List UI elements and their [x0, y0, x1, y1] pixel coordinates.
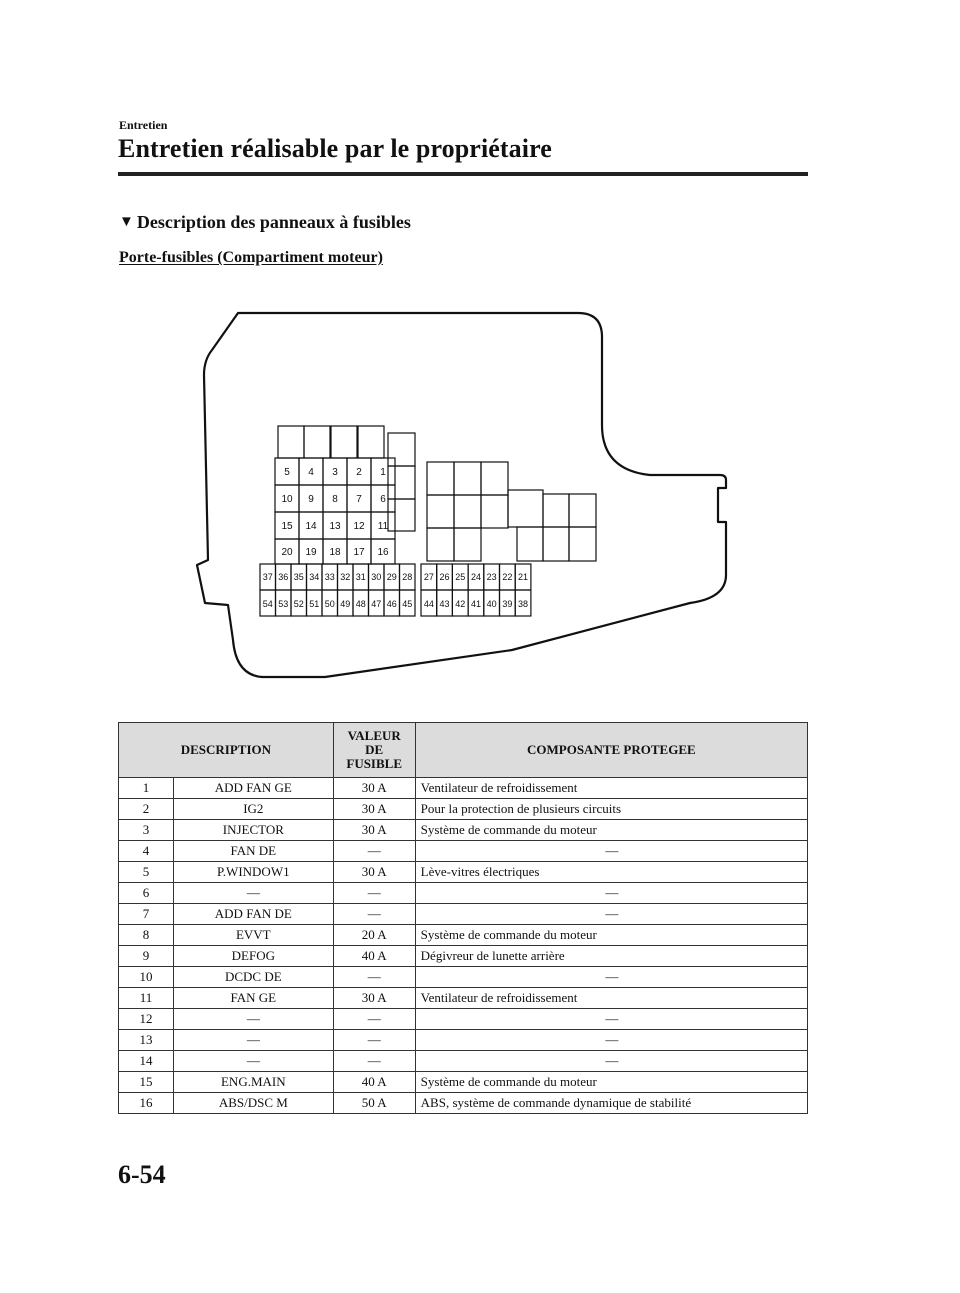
- table-header-row: [119, 723, 808, 778]
- table-row: [119, 862, 808, 883]
- fuse-value: —: [333, 1051, 415, 1072]
- fuse-number-label: 49: [340, 599, 351, 609]
- fuse-number-label: 37: [262, 572, 273, 582]
- fuse-number-label: 4: [308, 467, 314, 478]
- fuse-number-label: 53: [278, 599, 289, 609]
- fuse-description: FAN DE: [173, 841, 333, 862]
- table-row: [119, 820, 808, 841]
- fuse-number: 7: [119, 904, 174, 925]
- fuse-description: —: [173, 883, 333, 904]
- fuse-description: EVVT: [173, 925, 333, 946]
- fuse-description: DEFOG: [173, 946, 333, 967]
- relay-slot: [454, 495, 481, 528]
- fuse-number-label: 54: [262, 599, 273, 609]
- fuse-number-label: 41: [470, 599, 481, 609]
- page-title: Entretien réalisable par le propriétaire: [118, 134, 552, 163]
- fuse-number-label: 32: [340, 572, 351, 582]
- fuse-number: 15: [119, 1072, 174, 1093]
- fuse-number-label: 17: [353, 547, 365, 558]
- fuse-number: 13: [119, 1030, 174, 1051]
- relay-slot: [388, 466, 415, 499]
- fuse-number-label: 27: [423, 572, 434, 582]
- relay-slot: [569, 494, 596, 527]
- fuse-value: 30 A: [333, 778, 415, 799]
- fuse-value: —: [333, 1030, 415, 1051]
- header-fuse-value: VALEUR DE FUSIBLE: [333, 723, 415, 778]
- fuse-value: —: [333, 841, 415, 862]
- relay-slot: [427, 495, 454, 528]
- table-row: [119, 925, 808, 946]
- section-label: Entretien: [119, 118, 168, 132]
- large-fuse-cap: [278, 426, 304, 458]
- fuse-number-label: 45: [402, 599, 413, 609]
- fuse-value: —: [333, 904, 415, 925]
- fuse-number-label: 31: [355, 572, 366, 582]
- fuse-number-label: 33: [324, 572, 335, 582]
- fuse-value: 30 A: [333, 988, 415, 1009]
- protected-component: Système de commande du moteur: [415, 925, 807, 946]
- fuse-number-label: 22: [502, 572, 513, 582]
- relay-slot: [508, 490, 543, 527]
- protected-component: —: [415, 967, 807, 988]
- table-row: [119, 1093, 808, 1114]
- protected-component: —: [415, 883, 807, 904]
- header-description: DESCRIPTION: [119, 723, 334, 778]
- fuse-value: 30 A: [333, 799, 415, 820]
- relay-slot: [543, 494, 569, 527]
- fuse-value: 20 A: [333, 925, 415, 946]
- fuse-number-label: 1: [380, 467, 386, 478]
- fuse-number-label: 19: [305, 547, 317, 558]
- fuse-description: ADD FAN DE: [173, 904, 333, 925]
- table-row: [119, 841, 808, 862]
- fuse-table-body: [119, 778, 808, 1114]
- fuse-number-label: 47: [371, 599, 382, 609]
- fuse-number: 6: [119, 883, 174, 904]
- fuse-number-label: 35: [293, 572, 304, 582]
- protected-component: Système de commande du moteur: [415, 820, 807, 841]
- fuse-number: 11: [119, 988, 174, 1009]
- protected-component: Ventilateur de refroidissement: [415, 988, 807, 1009]
- relay-slot: [388, 433, 415, 466]
- fuse-number: 12: [119, 1009, 174, 1030]
- fuse-description: —: [173, 1009, 333, 1030]
- fuse-table: [118, 722, 808, 1114]
- table-row: [119, 967, 808, 988]
- relay-slot: [517, 527, 543, 561]
- protected-component: Lève-vitres électriques: [415, 862, 807, 883]
- protected-component: Pour la protection de plusieurs circuits: [415, 799, 807, 820]
- fuse-number-label: 26: [439, 572, 450, 582]
- fuse-description: ENG.MAIN: [173, 1072, 333, 1093]
- fuse-number-label: 24: [470, 572, 481, 582]
- fuse-description: FAN GE: [173, 988, 333, 1009]
- fuse-number-label: 52: [293, 599, 304, 609]
- large-fuse-cap: [358, 426, 384, 458]
- fuse-number-label: 12: [353, 521, 365, 532]
- fuse-value: 30 A: [333, 862, 415, 883]
- fuse-description: DCDC DE: [173, 967, 333, 988]
- fuse-number-label: 16: [377, 547, 389, 558]
- fuse-number: 10: [119, 967, 174, 988]
- protected-component: Système de commande du moteur: [415, 1072, 807, 1093]
- protected-component: —: [415, 1051, 807, 1072]
- fuse-number-label: 6: [380, 494, 386, 505]
- fuse-block-title: Porte-fusibles (Compartiment moteur): [119, 249, 383, 266]
- fuse-description: —: [173, 1051, 333, 1072]
- fuse-number-label: 11: [377, 521, 389, 532]
- fuse-number-label: 20: [281, 547, 293, 558]
- fuse-number-label: 3: [332, 467, 338, 478]
- fuse-number-label: 42: [455, 599, 466, 609]
- fuse-number-label: 36: [278, 572, 289, 582]
- table-row: [119, 883, 808, 904]
- fuse-value: —: [333, 1009, 415, 1030]
- fuse-number-label: 38: [518, 599, 529, 609]
- fuse-number-label: 51: [309, 599, 320, 609]
- fuse-number-label: 43: [439, 599, 450, 609]
- protected-component: —: [415, 841, 807, 862]
- fuse-number-label: 44: [423, 599, 434, 609]
- relay-slot: [481, 495, 508, 528]
- fuse-number: 8: [119, 925, 174, 946]
- fuse-number-label: 34: [309, 572, 320, 582]
- fuse-value: 40 A: [333, 946, 415, 967]
- fuse-number: 1: [119, 778, 174, 799]
- table-row: [119, 1009, 808, 1030]
- fuse-number-label: 23: [486, 572, 497, 582]
- page-number: 6-54: [118, 1160, 166, 1189]
- fuse-description: ADD FAN GE: [173, 778, 333, 799]
- fuse-number: 2: [119, 799, 174, 820]
- fuse-number: 9: [119, 946, 174, 967]
- fuse-number: 3: [119, 820, 174, 841]
- fuse-number-label: 15: [281, 521, 293, 532]
- fuse-number-label: 5: [284, 467, 290, 478]
- fuse-number-label: 46: [386, 599, 397, 609]
- fuse-number-label: 2: [356, 467, 362, 478]
- subsection-title: Description des panneaux à fusibles: [136, 212, 411, 232]
- fuse-value: —: [333, 967, 415, 988]
- fuse-number: 4: [119, 841, 174, 862]
- relay-slot: [454, 528, 481, 561]
- large-fuse-cap: [331, 426, 357, 458]
- fuse-number: 16: [119, 1093, 174, 1114]
- table-row: [119, 988, 808, 1009]
- protected-component: ABS, système de commande dynamique de stabilité: [415, 1093, 807, 1114]
- fuse-description: —: [173, 1030, 333, 1051]
- protected-component: —: [415, 1030, 807, 1051]
- fuse-number-label: 48: [355, 599, 366, 609]
- relay-slot: [388, 499, 415, 531]
- fuse-value: 30 A: [333, 820, 415, 841]
- protected-component: Ventilateur de refroidissement: [415, 778, 807, 799]
- relay-slot: [427, 528, 454, 561]
- fuse-number-label: 30: [371, 572, 382, 582]
- fuse-number-label: 21: [518, 572, 529, 582]
- protected-component: —: [415, 904, 807, 925]
- table-row: [119, 1030, 808, 1051]
- fuse-description: ABS/DSC M: [173, 1093, 333, 1114]
- fuse-number-label: 18: [329, 547, 341, 558]
- fuse-number-label: 8: [332, 494, 338, 505]
- fuse-number-label: 50: [324, 599, 335, 609]
- relay-slot: [569, 527, 596, 561]
- fuse-description: INJECTOR: [173, 820, 333, 841]
- fuse-value: 50 A: [333, 1093, 415, 1114]
- fuse-number-label: 7: [356, 494, 362, 505]
- relay-slot: [481, 462, 508, 495]
- fuse-description: P.WINDOW1: [173, 862, 333, 883]
- fuse-number: 5: [119, 862, 174, 883]
- fuse-number-label: 9: [308, 494, 314, 505]
- protected-component: Dégivreur de lunette arrière: [415, 946, 807, 967]
- table-row: [119, 778, 808, 799]
- header-protected-component: COMPOSANTE PROTEGEE: [415, 723, 807, 778]
- fuse-value: 40 A: [333, 1072, 415, 1093]
- relay-slot: [427, 462, 454, 495]
- table-row: [119, 1051, 808, 1072]
- fuse-number-label: 14: [305, 521, 317, 532]
- fuse-number-label: 25: [455, 572, 466, 582]
- triangle-down-icon: ▼: [119, 214, 134, 230]
- fuse-number-label: 10: [281, 494, 293, 505]
- protected-component: —: [415, 1009, 807, 1030]
- fuse-number-label: 29: [386, 572, 397, 582]
- fuse-number-label: 28: [402, 572, 413, 582]
- fuse-number-label: 13: [329, 521, 341, 532]
- fuse-value: —: [333, 883, 415, 904]
- table-row: [119, 946, 808, 967]
- large-fuse-cap: [304, 426, 330, 458]
- relay-slot: [543, 527, 569, 561]
- relay-slot: [454, 462, 481, 495]
- table-row: [119, 799, 808, 820]
- fuse-number-label: 40: [486, 599, 497, 609]
- fuse-description: IG2: [173, 799, 333, 820]
- fuse-number-label: 39: [502, 599, 513, 609]
- table-row: [119, 1072, 808, 1093]
- table-row: [119, 904, 808, 925]
- fuse-number: 14: [119, 1051, 174, 1072]
